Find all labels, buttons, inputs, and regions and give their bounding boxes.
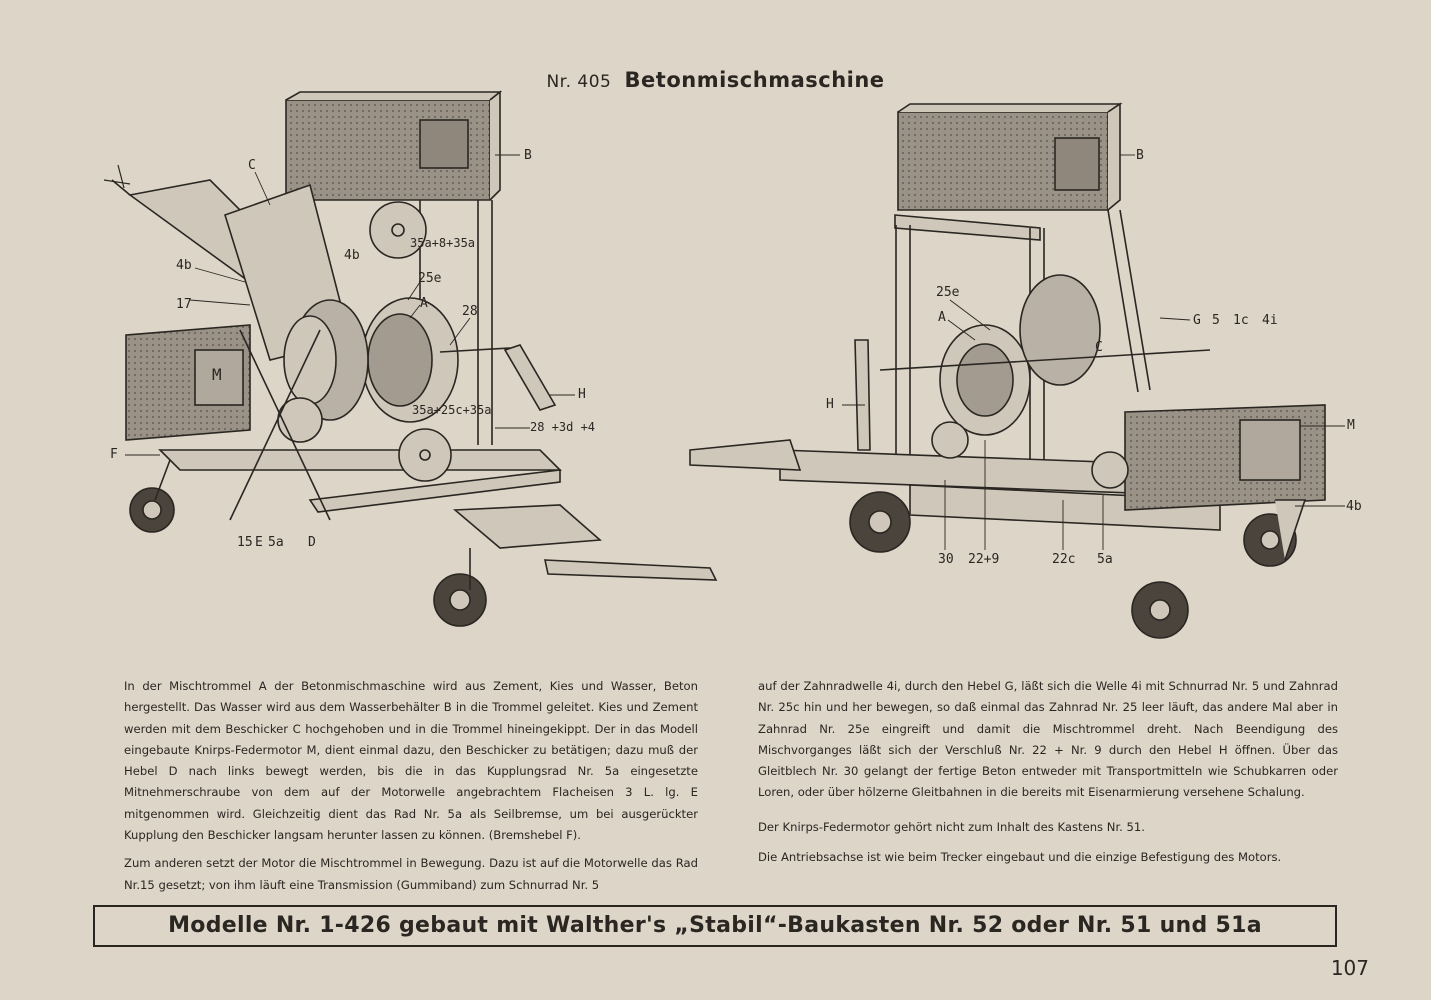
label-left-f: F	[110, 447, 118, 462]
label-left-b: B	[524, 148, 532, 163]
label-left-17: 17	[176, 297, 192, 312]
left-machine-drawing	[104, 92, 716, 626]
label-right-22c: 22c	[1052, 552, 1076, 567]
label-right-1c: 1c	[1233, 313, 1249, 328]
model-number: Nr. 405	[546, 72, 612, 92]
label-right-4i: 4i	[1262, 313, 1278, 328]
label-left-4b: 4b	[176, 258, 192, 273]
label-left-5a: 5a	[268, 535, 284, 550]
label-right-h: H	[826, 397, 834, 412]
footer-banner: Modelle Nr. 1-426 gebaut mit Walther's „Stabil“-Baukasten Nr. 52 oder Nr. 51 und 51a	[93, 905, 1337, 947]
label-left-d: D	[308, 535, 316, 550]
label-right-22-9: 22+9	[968, 552, 1000, 567]
label-left-a: A	[420, 296, 428, 311]
label-right-4b: 4b	[1346, 499, 1362, 514]
label-left-28: 28	[462, 304, 478, 319]
paragraph: Der Knirps-Federmotor gehört nicht zum Inhalt des Kastens Nr. 51.	[758, 819, 1145, 834]
label-left-e: E	[255, 535, 263, 550]
label-right-5a: 5a	[1097, 552, 1113, 567]
label-right-30: 30	[938, 552, 954, 567]
label-right-m: M	[1347, 418, 1355, 433]
paragraph: Zum anderen setzt der Motor die Mischtrommel in Bewegung. Dazu ist auf die Motorwelle das Rad Nr.15 gesetzt; von ihm läuft eine Transmission (Gummiband) zum Schnurrad Nr. 5	[124, 856, 698, 892]
label-right-c: C	[1095, 340, 1103, 355]
label-left-35a25c: 35a+25c+35a	[412, 403, 492, 417]
label-right-25e: 25e	[936, 285, 960, 300]
text-column-left	[124, 676, 698, 903]
label-right-b: B	[1136, 148, 1144, 163]
label-left-28-3d-4: 28 +3d +4	[530, 420, 596, 434]
model-name: Betonmischmaschine	[624, 68, 885, 92]
label-left-35a8: 35a+8+35a	[410, 236, 476, 250]
label-right-a: A	[938, 310, 946, 325]
label-left-25e: 25e	[418, 271, 442, 286]
label-left-h: H	[578, 387, 586, 402]
page-number: 107	[1330, 956, 1369, 980]
paragraph: In der Mischtrommel A der Betonmischmaschine wird aus Zement, Kies und Wasser, Beton hergestellt. Das Wasser wird aus dem Wasserbehälter B in die Trommel geleitet. Kies und Zement werden mit dem Beschicker C hochgehoben und in die Trommel hineingekippt. Der in das Modell eingebaute Knirps-Federmotor M, dient einmal dazu, den Beschicker zu betätigen; dazu muß der Hebel D nach links bewegt werden, bis die in das Kupplungsrad Nr. 5a eingesetzte Mitnehmerschraube von dem auf der Motorwelle angebrachtem Flacheisen 3 L. lg. E mitgenommen wird. Gleichzeitig dient das Rad Nr. 5a als Seilbremse, um bei ausgerückter Kupplung den Beschicker langsam herunter lassen zu können. (Bremshebel F).	[124, 679, 698, 843]
label-left-c: C	[248, 158, 256, 173]
label-right-5: 5	[1212, 313, 1220, 328]
right-machine-drawing	[690, 104, 1325, 638]
paragraph: auf der Zahnradwelle 4i, durch den Hebel G, läßt sich die Welle 4i mit Schnurrad Nr. 5 und Zahnrad Nr. 25c hin und her bewegen, so daß einmal das Zahnrad Nr. 25 leer läuft, das andere Mal aber in Zahnrad Nr. 25e eingreift und damit die Mischtrommel dreht. Nach Beendigung des Mischvorganges läßt sich der Verschluß Nr. 22 + Nr. 9 durch den Hebel H öffnen. Über das Gleitblech Nr. 30 gelangt der fertige Beton entweder mit Transportmitteln wie Schubkarren oder Loren, oder über hölzerne Gleitbahnen in die bereits mit Eisenarmierung versehene Schalung.	[758, 679, 1338, 800]
label-left-4b-top: 4b	[344, 248, 360, 263]
label-left-15: 15	[237, 535, 253, 550]
label-left-m: M	[212, 365, 222, 384]
label-right-g: G	[1193, 313, 1201, 328]
text-column-right	[758, 676, 1338, 875]
paragraph: Die Antriebsachse ist wie beim Trecker eingebaut und die einzige Befestigung des Motors.	[758, 850, 1282, 865]
